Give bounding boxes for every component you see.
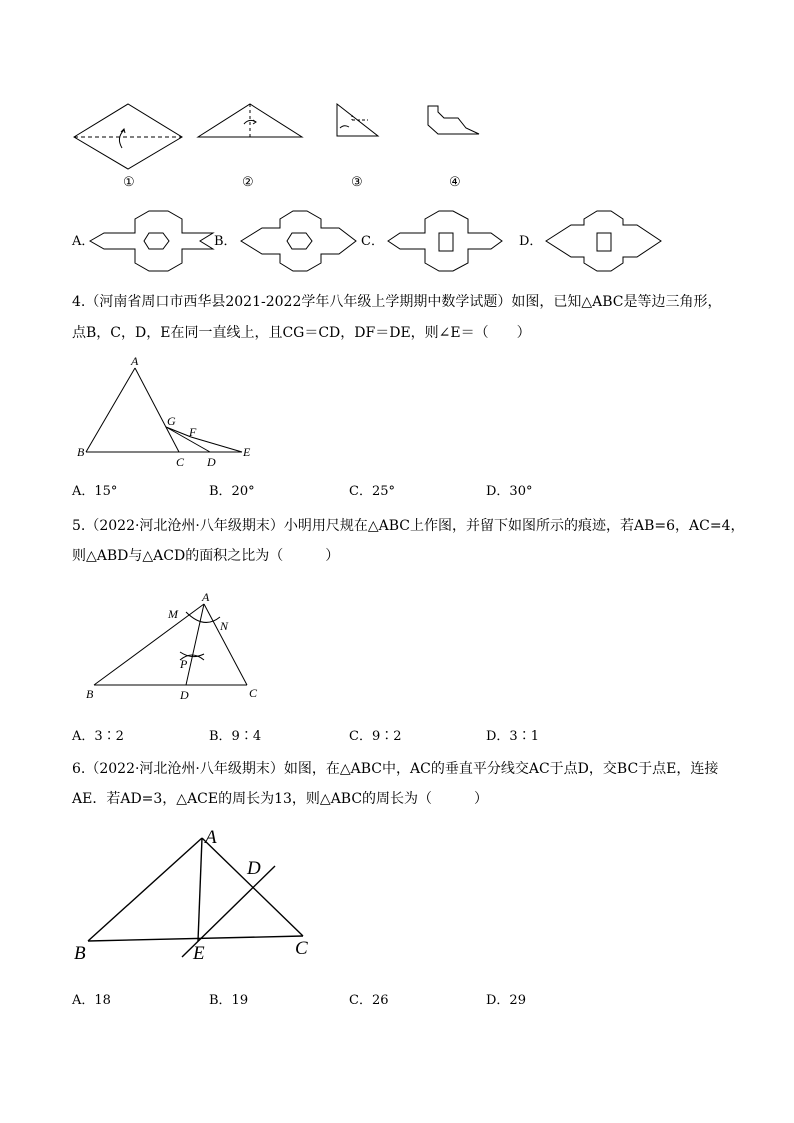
q4-point-a: A [131,354,139,368]
q5-point-a: A [202,590,210,604]
q4-point-g: G [167,414,176,428]
q5-point-n: N [220,619,229,633]
q6-stem-line2: AE．若AD=3，△ACE的周长为13，则△ABC的周长为（ ） [72,791,489,807]
q5-point-m: M [168,607,178,621]
q6-point-e: E [193,943,205,964]
q5-point-c: C [249,686,258,700]
q3-option-d-label: D． [519,234,543,249]
q6-point-b: B [74,943,86,964]
q4-option-a: A．15° [72,484,118,499]
q5-option-a: A．3∶2 [72,729,124,744]
q4-option-b: B．20° [209,484,255,499]
fold-step-label-2: ② [242,175,254,190]
q4-option-c: C．25° [349,484,395,499]
q6-option-c: C．26 [349,993,389,1008]
q6-point-a: A [205,827,217,848]
q6-stem-line1: 6.（2022·河北沧州·八年级期末）如图，在△ABC中，AC的垂直平分线交AC于点D，交BC于点E，连接 [72,761,719,777]
q4-point-c: C [176,455,185,469]
q6-point-d: D [247,858,261,879]
q5-point-d: D [180,688,189,702]
q4-stem-line1: 4.（河南省周口市西华县2021-2022学年八年级上学期期中数学试题）如图，已知△ABC是等边三角形， [72,294,722,310]
q5-point-b: B [86,687,94,701]
q3-option-b-label: B． [214,234,237,249]
fold-step-label-4: ④ [449,175,461,190]
q6-option-b: B．19 [209,993,249,1008]
q6-point-c: C [295,938,308,959]
fold-step-label-1: ① [123,175,135,190]
q4-point-f: F [189,425,197,439]
q6-option-d: D．29 [486,993,526,1008]
q3-option-c-label: C． [361,234,384,249]
q5-option-b: B．9∶4 [209,729,262,744]
q3-option-a-label: A． [72,234,95,249]
q5-point-p: P [180,657,188,671]
q4-option-d: D．30° [486,484,533,499]
q4-point-e: E [243,445,251,459]
q6-option-a: A．18 [72,993,111,1008]
q5-stem-line2: 则△ABD与△ACD的面积之比为（ ） [72,548,340,564]
q4-stem-line2: 点B，C，D，E在同一直线上，且CG＝CD，DF＝DE，则∠E＝（ ） [72,325,531,341]
q4-point-b: B [77,445,85,459]
q5-option-d: D．3∶1 [486,729,539,744]
q4-point-d: D [207,455,216,469]
q5-stem-line1: 5.（2022·河北沧州·八年级期末）小明用尺规在△ABC上作图，并留下如图所示的痕迹，若AB=6，AC=4， [72,518,745,534]
fold-step-label-3: ③ [351,175,363,190]
q5-option-c: C．9∶2 [349,729,402,744]
